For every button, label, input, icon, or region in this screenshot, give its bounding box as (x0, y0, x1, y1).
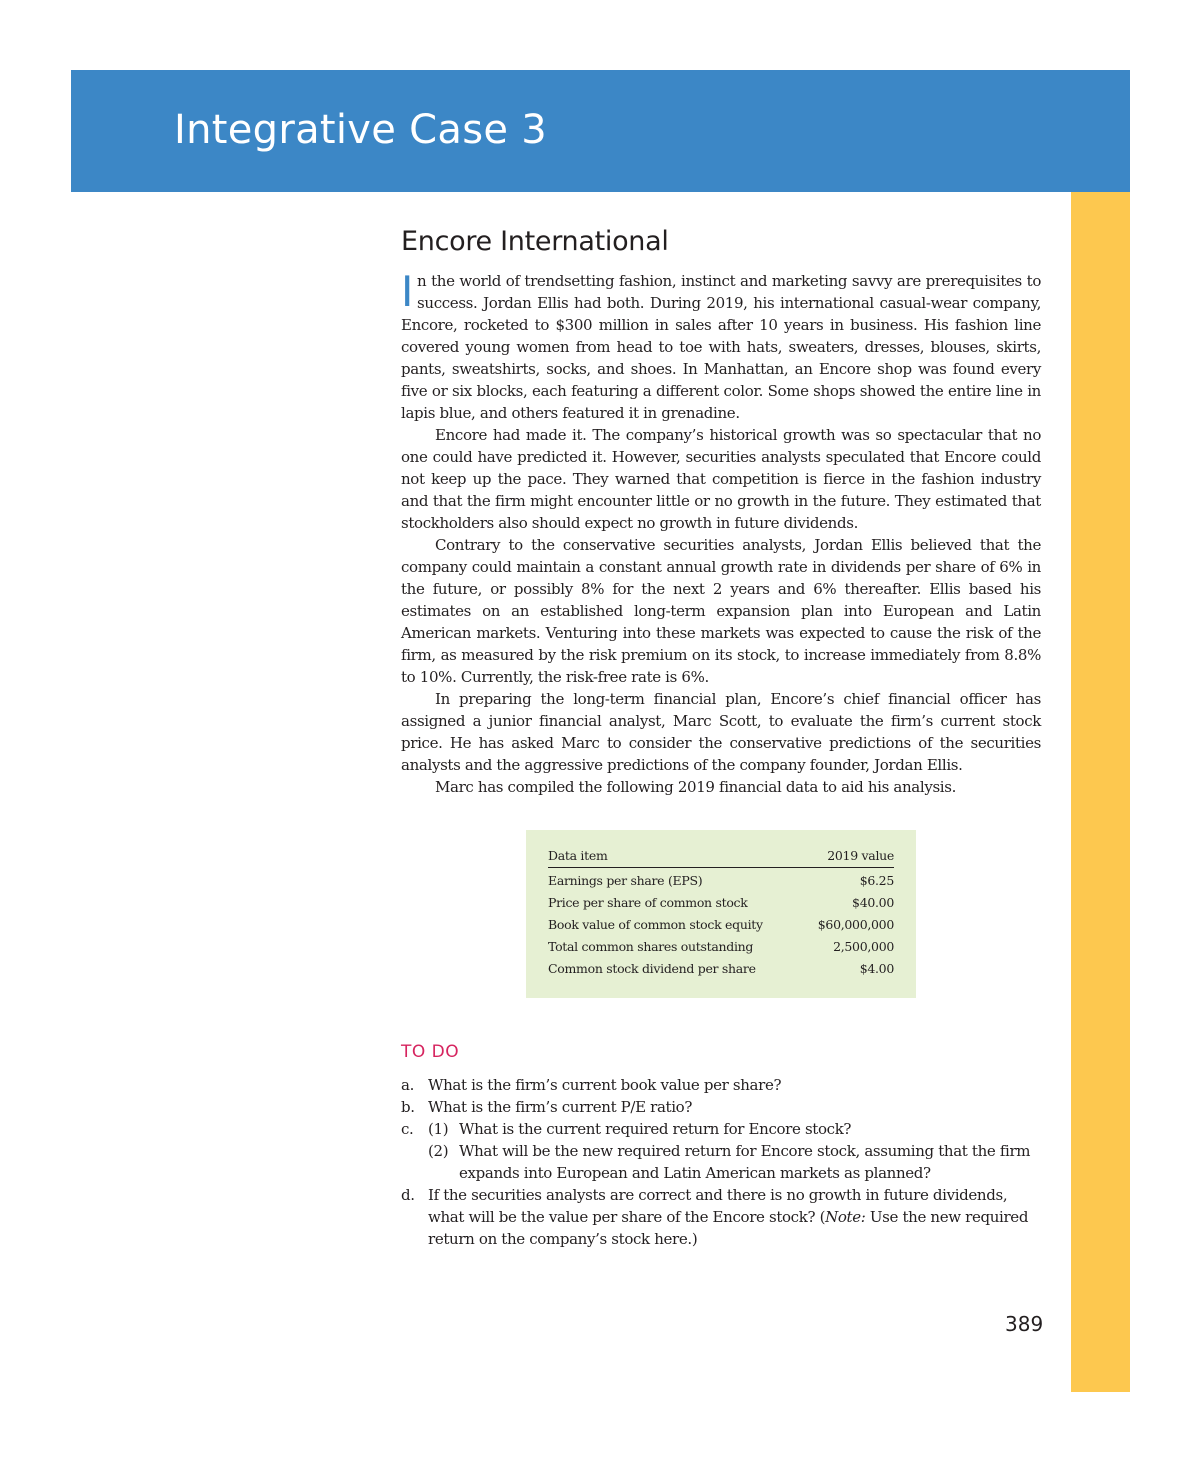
row-value: $6.25 (859, 873, 894, 888)
header-2019-value: 2019 value (803, 844, 894, 868)
paragraph-1 (401, 267, 1041, 424)
question-sub-label: (2) (428, 1142, 449, 1160)
banner-title: Integrative Case 3 (174, 107, 548, 153)
header-data-item: Data item (548, 844, 803, 868)
row-value: 2,500,000 (833, 939, 894, 954)
drop-cap: I (401, 267, 414, 316)
question-label: a. (401, 1076, 415, 1094)
case-content (401, 222, 1041, 1250)
question-text-after: Use the new required return on the company’s stock here.) (428, 1208, 1029, 1248)
question-label: d. (401, 1186, 415, 1204)
side-color-bar (1071, 192, 1130, 1392)
paragraph-3: Contrary to the conservative securities analysts, Jordan Ellis believed that the company could maintain a constant annual growth rate in dividends per share of 6% in the future, or possibly 8% for the next 2 years and 6% thereafter. Ellis based his estimates on an established long-term expansion plan into European and Latin American markets. Venturing into these markets was expected to cause the risk of the firm, as measured by the risk premium on its stock, to increase immediately from 8.8% to 10%. Currently, the risk-free rate is 6%. (401, 536, 1041, 686)
question-text: What is the firm’s current P/E ratio? (428, 1098, 693, 1116)
table-row (548, 868, 894, 893)
table-row (548, 892, 894, 914)
chapter-banner (71, 70, 1130, 192)
question-d (401, 1184, 1041, 1250)
question-a (401, 1074, 1041, 1096)
paragraph-2: Encore had made it. The company’s historical growth was so spectacular that no one could have predicted it. However, securities analysts speculated that Encore could not keep up the pace. They warned that competition is fierce in the fashion industry and that the firm might encounter little or no growth in the future. They estimated that stockholders also should expect no growth in future dividends. (401, 426, 1041, 532)
question-text: What will be the new required return for Encore stock, assuming that the firm expands into European and Latin American markets as planned? (459, 1142, 1031, 1182)
todo-heading: TO DO (401, 1042, 460, 1062)
table-row (548, 914, 894, 936)
question-sub-label: (1) (428, 1120, 449, 1138)
question-text: What is the current required return for Encore stock? (459, 1120, 852, 1138)
note-word: Note: (825, 1208, 866, 1226)
question-b (401, 1096, 1041, 1118)
paragraph-1-text: n the world of trendsetting fashion, instinct and marketing savvy are prerequisites to success. Jordan Ellis had both. During 2019, his international casual-wear company, Encore, rocketed to $300 million in sales after 10 years in business. His fashion line covered young women from head to toe with hats, sweaters, dresses, blouses, skirts, pants, sweatshirts, socks, and shoes. In Manhattan, an Encore shop was found every five or six blocks, each featuring a different color. Some shops showed the entire line in lapis blue, and others featured it in grenadine. (401, 272, 1041, 422)
case-body (401, 267, 1041, 798)
row-label: Book value of common stock equity (548, 917, 763, 932)
table-header-row (548, 844, 894, 868)
financial-data-table-box (526, 830, 916, 998)
paragraph-4: In preparing the long-term financial plan, Encore’s chief financial officer has assigned a junior financial analyst, Marc Scott, to evaluate the firm’s current stock price. He has asked Marc to consider the conservative predictions of the securities analysts and the aggressive predictions of the company founder, Jordan Ellis. (401, 690, 1041, 774)
question-text: If the securities analysts are correct and there is no growth in future dividends, what will be the value per share of the Encore stock? ( (428, 1186, 1008, 1226)
row-value: $4.00 (859, 961, 894, 976)
row-label: Price per share of common stock (548, 895, 748, 910)
question-c-2 (401, 1140, 1041, 1184)
table-row (548, 936, 894, 958)
table-row (548, 958, 894, 980)
question-label: b. (401, 1098, 415, 1116)
financial-data-table (548, 844, 894, 980)
question-label: c. (401, 1120, 414, 1138)
question-text: What is the firm’s current book value per share? (428, 1076, 782, 1094)
row-value: $40.00 (852, 895, 894, 910)
row-value: $60,000,000 (817, 917, 894, 932)
row-label: Total common shares outstanding (548, 939, 754, 954)
row-label: Common stock dividend per share (548, 961, 756, 976)
page-number: 389 (1005, 1312, 1044, 1336)
row-label: Earnings per share (EPS) (548, 873, 703, 888)
paragraph-5: Marc has compiled the following 2019 financial data to aid his analysis. (435, 778, 957, 796)
question-c-1 (401, 1118, 1041, 1140)
case-title: Encore International (401, 226, 669, 257)
